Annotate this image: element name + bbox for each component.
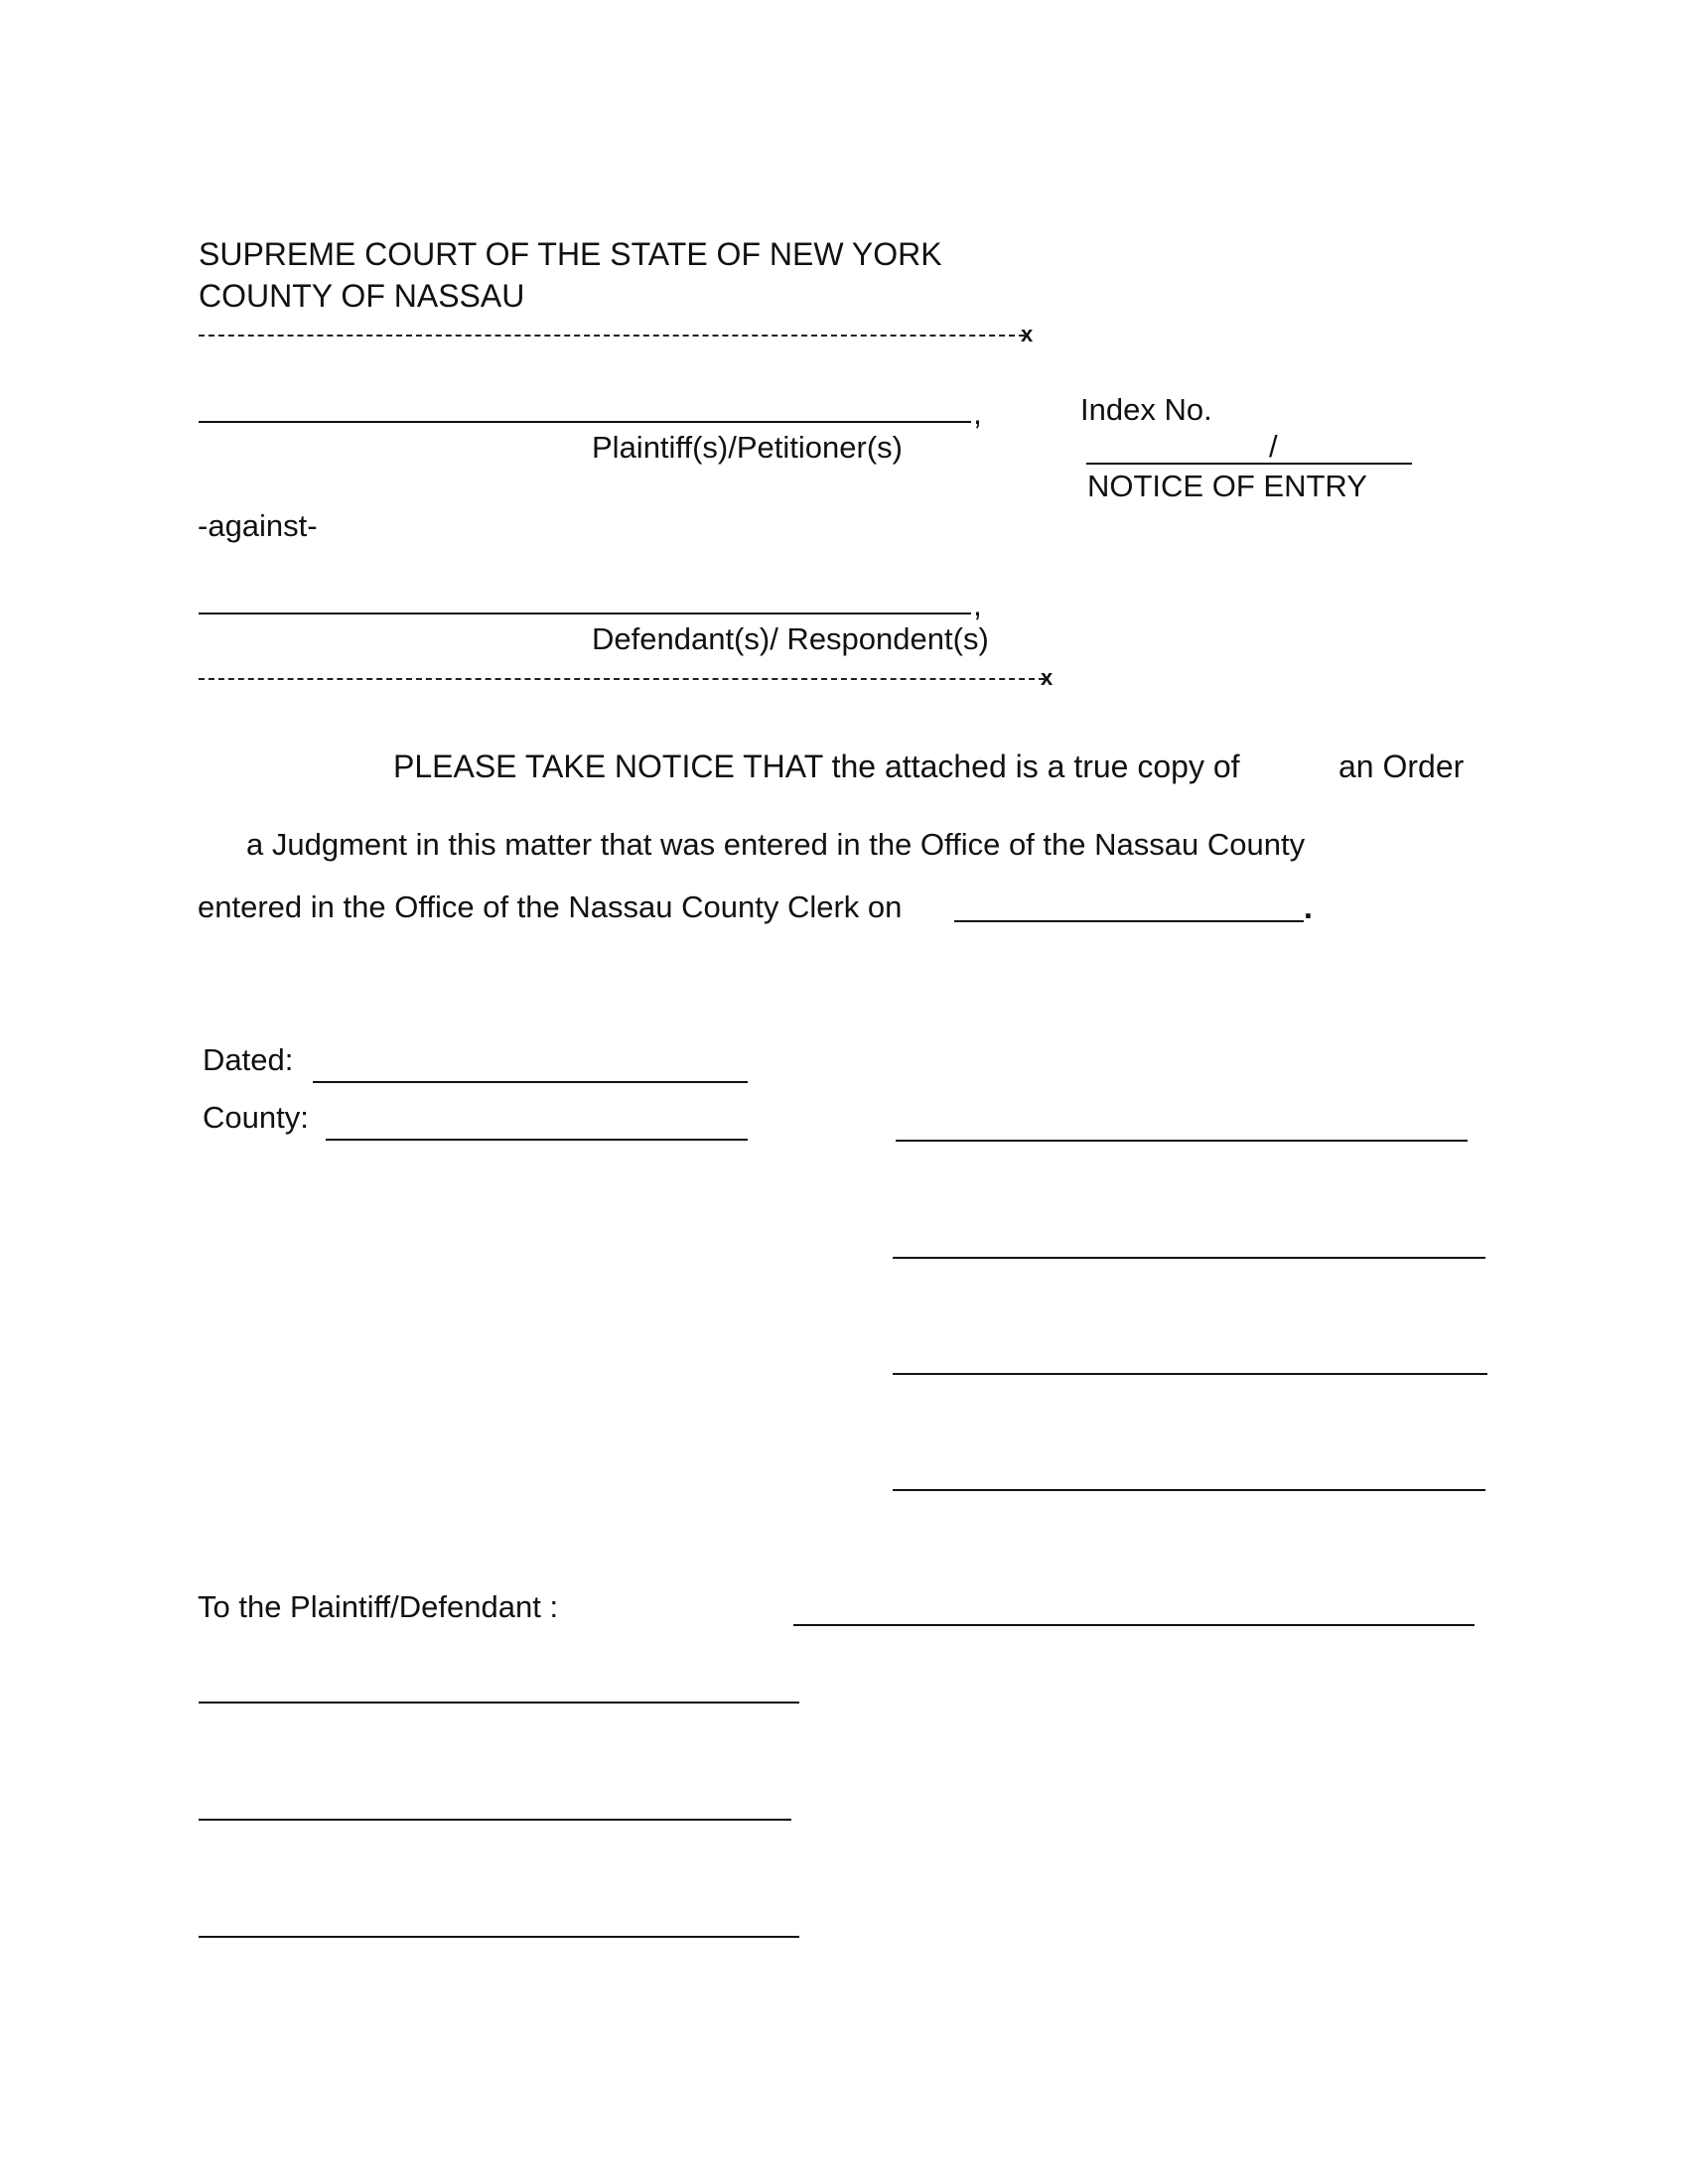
notice-option-order: an Order xyxy=(1338,749,1465,784)
caption-bottom-divider xyxy=(199,678,1045,680)
court-name: SUPREME COURT OF THE STATE OF NEW YORK xyxy=(199,236,942,272)
caption-bottom-divider-mark: x xyxy=(1041,665,1054,690)
signature-line[interactable] xyxy=(896,1140,1468,1142)
dated-label: Dated: xyxy=(203,1042,294,1077)
notice-statement: PLEASE TAKE NOTICE THAT the attached is a true copy of xyxy=(393,749,1240,784)
recipient-name-line[interactable] xyxy=(793,1624,1475,1626)
index-number-separator: / xyxy=(1269,429,1278,464)
address-line-2[interactable] xyxy=(893,1489,1485,1491)
dated-line[interactable] xyxy=(313,1081,748,1083)
against-label: -against- xyxy=(198,508,318,543)
defendant-label: Defendant(s)/ Respondent(s) xyxy=(592,621,989,656)
defendant-name-line[interactable] xyxy=(199,613,971,614)
plaintiff-name-line[interactable] xyxy=(199,421,971,423)
caption-top-divider xyxy=(199,335,1025,337)
defendant-comma: , xyxy=(973,587,982,622)
entry-date-line[interactable] xyxy=(954,920,1304,922)
recipient-address-line-1[interactable] xyxy=(199,1702,799,1704)
county-line[interactable] xyxy=(326,1139,748,1141)
county-label: County: xyxy=(203,1100,309,1135)
recipient-label: To the Plaintiff/Defendant : xyxy=(198,1589,559,1624)
county-name: COUNTY OF NASSAU xyxy=(199,278,525,314)
plaintiff-comma: , xyxy=(973,395,982,431)
entry-date-statement: entered in the Office of the Nassau County Clerk on xyxy=(198,889,903,924)
recipient-address-line-2[interactable] xyxy=(199,1819,791,1821)
recipient-address-line-3[interactable] xyxy=(199,1936,799,1938)
address-line-1[interactable] xyxy=(893,1373,1487,1375)
attorney-name-line[interactable] xyxy=(893,1257,1485,1259)
document-title: NOTICE OF ENTRY xyxy=(1087,469,1367,503)
entry-date-period: . xyxy=(1304,889,1313,925)
plaintiff-label: Plaintiff(s)/Petitioner(s) xyxy=(592,430,903,465)
index-number-line[interactable] xyxy=(1086,463,1412,465)
notice-option-judgment: a Judgment in this matter that was entered in the Office of the Nassau County xyxy=(246,827,1306,862)
caption-top-divider-mark: x xyxy=(1021,322,1034,346)
index-number-label: Index No. xyxy=(1080,392,1212,427)
